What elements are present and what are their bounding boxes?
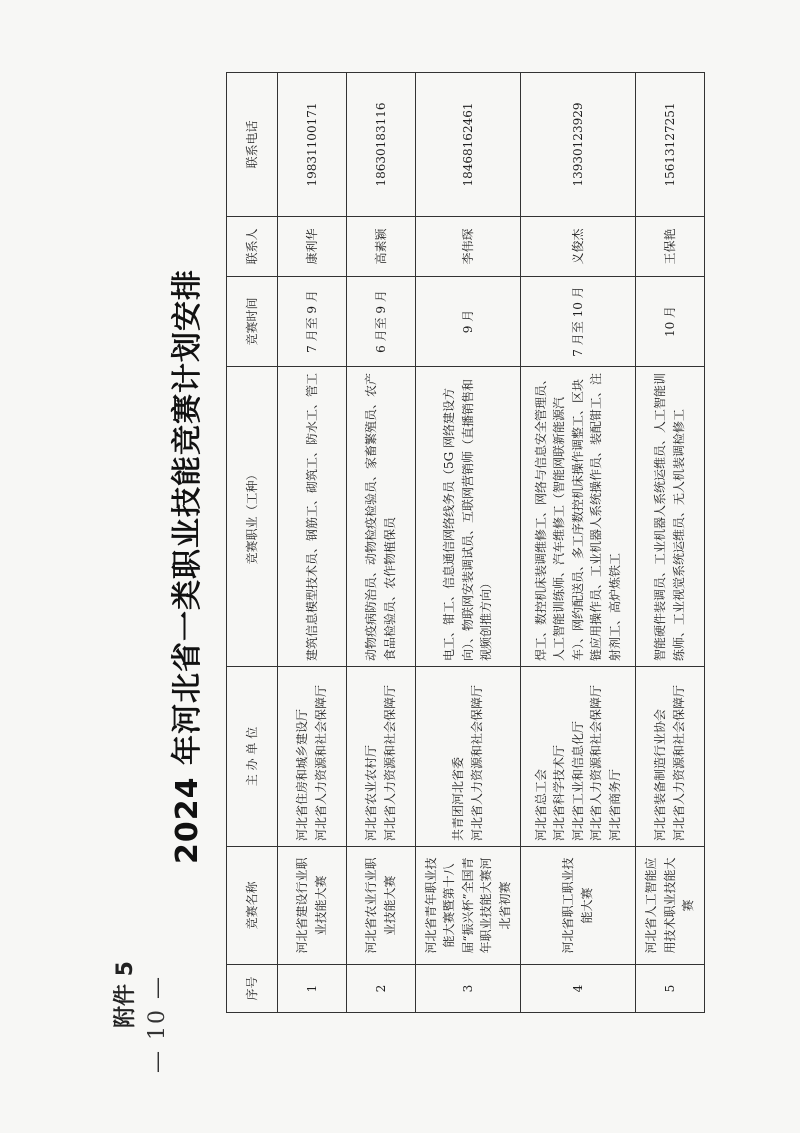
organizer-line: 河北省商务厅 bbox=[607, 768, 622, 841]
cell-occupations: 建筑信息模型技术员、钢筋工、砌筑工、防水工、管工 bbox=[278, 367, 347, 667]
competition-plan-table bbox=[226, 72, 705, 1013]
cell-organizer bbox=[278, 667, 347, 847]
organizer-line: 河北省人力资源和社会保障厅 bbox=[314, 684, 328, 841]
organizer-line: 河北省总工会 bbox=[533, 768, 548, 841]
cell-name: 河北省青年职业技能大赛暨第十八届“振兴杯”全国青年职业技能大赛河北省初赛 bbox=[416, 847, 521, 965]
cell-no: 3 bbox=[416, 965, 521, 1013]
cell-phone: 15613127251 bbox=[636, 73, 705, 217]
organizer-line: 河北省住房和城乡建设厅 bbox=[295, 708, 310, 841]
header-time: 竞赛时间 bbox=[227, 277, 278, 367]
header-occupations: 竞赛职业（工种） bbox=[227, 367, 278, 667]
cell-occupations: 焊工、数控机床装调维修工、网络与信息安全管理员、人工智能训练师、汽车维修工（智能网联新能源汽车）、网约配送员、多工序数控机床操作调整工、区块链应用操作员、工业机器人系统操作员、装配钳工、注射剂工、高炉炼铁工 bbox=[521, 367, 636, 667]
cell-name: 河北省职工职业技能大赛 bbox=[521, 847, 636, 965]
cell-phone: 19831100171 bbox=[278, 73, 347, 217]
cell-name: 河北省人工智能应用技术职业技能大赛 bbox=[636, 847, 705, 965]
table-row bbox=[636, 73, 705, 1013]
cell-phone: 18630183116 bbox=[347, 73, 416, 217]
organizer-line: 河北省工业和信息化厅 bbox=[570, 720, 585, 841]
organizer-line: 河北省农业农村厅 bbox=[364, 744, 379, 841]
page-number: — 10 — bbox=[145, 975, 170, 1073]
header-no: 序号 bbox=[227, 965, 278, 1013]
cell-no: 1 bbox=[278, 965, 347, 1013]
organizer-line: 共青团河北省委 bbox=[451, 756, 466, 841]
cell-phone: 18468162461 bbox=[416, 73, 521, 217]
header-name: 竞赛名称 bbox=[227, 847, 278, 965]
cell-occupations: 电工、钳工、信息通信网络线务员（5G 网络建设方向）、物联网安装调试员、互联网营销师（直播销售和视频创推方向） bbox=[416, 367, 521, 667]
organizer-line: 河北省人力资源和社会保障厅 bbox=[589, 684, 604, 841]
cell-occupations: 智能硬件装调员、工业机器人系统运维员、人工智能训练师、工业视觉系统运维员、无人机装调检修工 bbox=[636, 367, 705, 667]
cell-time: 10 月 bbox=[636, 277, 705, 367]
header-contact: 联系人 bbox=[227, 217, 278, 277]
organizer-line: 河北省科学技术厅 bbox=[552, 744, 567, 841]
cell-no: 2 bbox=[347, 965, 416, 1013]
cell-organizer bbox=[636, 667, 705, 847]
attachment-label: 附件 5 bbox=[113, 961, 138, 1028]
cell-organizer bbox=[347, 667, 416, 847]
cell-contact: 义俊杰 bbox=[521, 217, 636, 277]
table-row bbox=[347, 73, 416, 1013]
cell-contact: 李伟琛 bbox=[416, 217, 521, 277]
cell-time: 7 月至 10 月 bbox=[521, 277, 636, 367]
cell-time: 9 月 bbox=[416, 277, 521, 367]
organizer-line: 河北省人力资源和社会保障厅 bbox=[672, 684, 686, 841]
cell-no: 4 bbox=[521, 965, 636, 1013]
cell-time: 6 月至 9 月 bbox=[347, 277, 416, 367]
cell-phone: 13930123929 bbox=[521, 73, 636, 217]
table-header-row bbox=[227, 73, 278, 1013]
cell-contact: 王保艳 bbox=[636, 217, 705, 277]
table-row bbox=[416, 73, 521, 1013]
organizer-line: 河北省装备制造行业协会 bbox=[653, 708, 668, 841]
cell-contact: 康利华 bbox=[278, 217, 347, 277]
table-row bbox=[278, 73, 347, 1013]
header-organizer: 主 办 单 位 bbox=[227, 667, 278, 847]
cell-occupations: 动物疫病防治员、动物检疫检验员、家畜繁殖员、农产食品检验员、农作物植保员 bbox=[347, 367, 416, 667]
organizer-line: 河北省人力资源和社会保障厅 bbox=[470, 684, 484, 841]
table-row bbox=[521, 73, 636, 1013]
cell-organizer bbox=[416, 667, 521, 847]
document-title: 2024 年河北省一类职业技能竞赛计划安排 bbox=[170, 269, 205, 864]
cell-time: 7 月至 9 月 bbox=[278, 277, 347, 367]
header-phone: 联系电话 bbox=[227, 73, 278, 217]
cell-no: 5 bbox=[636, 965, 705, 1013]
cell-organizer bbox=[521, 667, 636, 847]
cell-name: 河北省建设行业职业技能大赛 bbox=[278, 847, 347, 965]
organizer-line: 河北省人力资源和社会保障厅 bbox=[383, 684, 397, 841]
cell-name: 河北省农业行业职业技能大赛 bbox=[347, 847, 416, 965]
cell-contact: 高素颖 bbox=[347, 217, 416, 277]
